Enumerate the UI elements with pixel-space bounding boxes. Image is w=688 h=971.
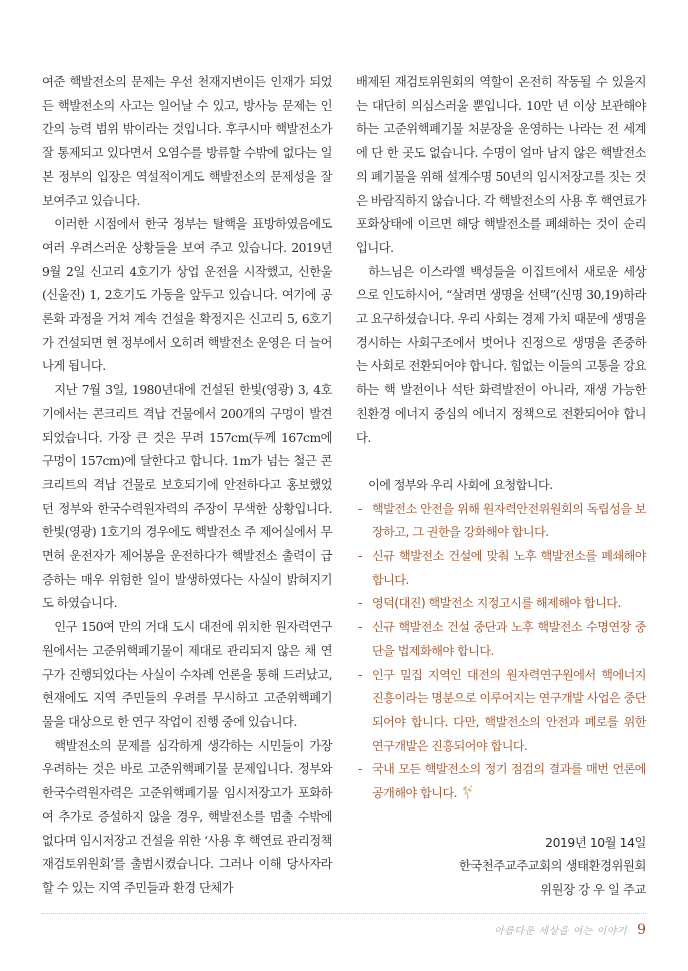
list-dash: - — [358, 762, 362, 777]
page-footer — [494, 922, 646, 938]
footer-title: 아름다운 세상을 여는 이야기 — [494, 926, 628, 937]
signature-block — [356, 832, 646, 903]
right-column — [356, 71, 646, 903]
body-paragraph: 이러한 시점에서 한국 정부는 탈핵을 표방하였음에도 여러 우려스러운 상황들을 보여 주고 있습니다. 2019년 9월 2일 신고리 4호기가 상업 운전을 시작했고, 신한울(신울진) 1, 2호기도 가동을 앞두고 있습니다. 여기에 공론화 과정을 거쳐 계속 건설을 확정지은 신고리 5, 6호기가 건설되면 현 정부에서 오히려 핵발전소 운영은 더 늘어나게 됩니다. — [42, 217, 332, 374]
request-text: 신규 핵발전소 건설에 맞춰 노후 핵발전소를 폐쇄해야 합니다. — [372, 549, 646, 587]
request-item — [356, 592, 646, 616]
request-text: 핵발전소 안전을 위해 원자력안전위원회의 독립성을 보장하고, 그 권한을 강화해야 합니다. — [372, 501, 646, 540]
body-paragraph: 인구 150여 만의 거대 도시 대전에 위치한 원자력연구원에서는 고준위핵폐기물이 제대로 관리되지 않은 채 연구가 진행되었다는 사실이 수차례 언론을 통해 드러났고, 현재에도 지역 주민들의 우려를 무시하고 고준위핵폐기물을 대상으로 한 연구 작업이 진행 중에 있습니다. — [42, 620, 332, 729]
footer-divider — [42, 913, 646, 914]
list-dash: - — [358, 596, 362, 611]
body-paragraph: 핵발전소의 문제를 심각하게 생각하는 시민들이 가장 우려하는 것은 바로 고준위핵폐기물 문제입니다. 정부와 한국수력원자력은 고준위핵폐기물 임시저장고가 포화하여 추가로 증설하지 않을 경우, 핵발전소를 멈출 수밖에 없다며 임시저장고 건설을 위한 ‘사용 후 핵연료 관리정책 재검토위원회’를 출범시켰습니다. 그러나 이해 당사자라 할 수 있는 지역 주민들과 환경 단체가 — [42, 738, 332, 895]
body-paragraph: 지난 7월 3일, 1980년대에 건설된 한빛(영광) 3, 4호기에서는 콘크리트 격납 건물에서 200개의 구멍이 발견되었습니다. 가장 큰 것은 무려 157cm(두께 167cm에 구멍이 157cm)에 달한다고 합니다. 1m가 넘는 철근 콘크리트의 격납 건물로 보호되기에 안전하다고 홍보했었던 정부와 한국수력원자력의 주장이 무색한 상황입니다. 한빛(영광) 1호기의 경우에도 핵발전소 주 제어실에서 무면허 운전자가 제어봉을 운전하다가 핵발전소 출력이 급증하는 매우 위험한 일이 발생하였다는 사실이 밝혀지기도 하였습니다. — [42, 383, 332, 611]
body-paragraph: 하느님은 이스라엘 백성들을 이집트에서 새로운 세상으로 인도하시어, “살려면 생명을 선택”(신명 30,19)하라고 요구하셨습니다. 우리 사회는 경제 가치 때문에 생명을 경시하는 사회구조에서 벗어나 진정으로 생명을 존중하는 사회로 전환되어야 합니다. 힘없는 이들의 고통을 강요하는 핵 발전이나 석탄 화력발전이 아니라, 재생 가능한 친환경 에너지 중심의 에너지 정책으로 전환되어야 합니다. — [356, 264, 646, 445]
signature-date: 2019년 10월 14일 — [545, 835, 646, 850]
request-item — [356, 758, 646, 805]
request-text: 영덕(대진) 핵발전소 지정고시를 해제해야 합니다. — [372, 596, 621, 611]
section-spacer — [356, 450, 646, 474]
list-dash: - — [358, 549, 362, 564]
request-item — [356, 616, 646, 663]
list-dash: - — [358, 501, 362, 516]
request-text: 인구 밀집 지역인 대전의 원자력연구원에서 핵에너지 진흥이라는 명분으로 이루어지는 연구개발 사업은 중단되어야 합니다. 다만, 핵발전소의 안전과 폐로를 위한 연구개발은 진흥되어야 합니다. — [372, 667, 646, 753]
request-text: 국내 모든 핵발전소의 정기 점검의 결과를 매번 언론에 공개해야 합니다. — [372, 762, 646, 801]
left-column — [42, 71, 332, 901]
request-item — [356, 498, 646, 545]
signature-chair: 위원장 강 우 일 주교 — [540, 883, 646, 898]
leaf-sprig-icon — [461, 784, 475, 800]
body-paragraph: 여준 핵발전소의 문제는 우선 천재지변이든 인재가 되었든 핵발전소의 사고는 일어날 수 있고, 방사능 문제는 인간의 능력 범위 밖이라는 것입니다. 후쿠시마 핵발전소가 잘 통제되고 있다면서 오염수를 방류할 수밖에 없다는 일본 정부의 입장은 역설적이게도 핵발전소의 문제성을 잘 보여주고 있습니다. — [42, 75, 332, 208]
body-paragraph: 배제된 재검토위원회의 역할이 온전히 작동될 수 있을지는 대단히 의심스러울 뿐입니다. 10만 년 이상 보관해야 하는 고준위핵폐기물 처분장을 운영하는 나라는 전 세계에 단 한 곳도 없습니다. 수명이 얼마 남지 않은 핵발전소의 폐기물을 위해 설계수명 50년의 임시저장고를 짓는 것은 바람직하지 않습니다. 각 핵발전소의 사용 후 핵연료가 포화상태에 이르면 해당 핵발전소를 폐쇄하는 것이 순리입니다. — [356, 75, 646, 255]
request-intro: 이에 정부와 우리 사회에 요청합니다. — [368, 477, 553, 492]
signature-organization: 한국천주교주교회의 생태환경위원회 — [458, 859, 646, 874]
request-item — [356, 664, 646, 759]
request-text: 신규 핵발전소 건설 중단과 노후 핵발전소 수명연장 중단을 법제화해야 합니다. — [372, 620, 646, 658]
request-item — [356, 545, 646, 592]
list-dash: - — [358, 667, 362, 682]
page-number: 9 — [637, 922, 646, 938]
list-dash: - — [358, 620, 362, 635]
request-list — [356, 498, 646, 806]
